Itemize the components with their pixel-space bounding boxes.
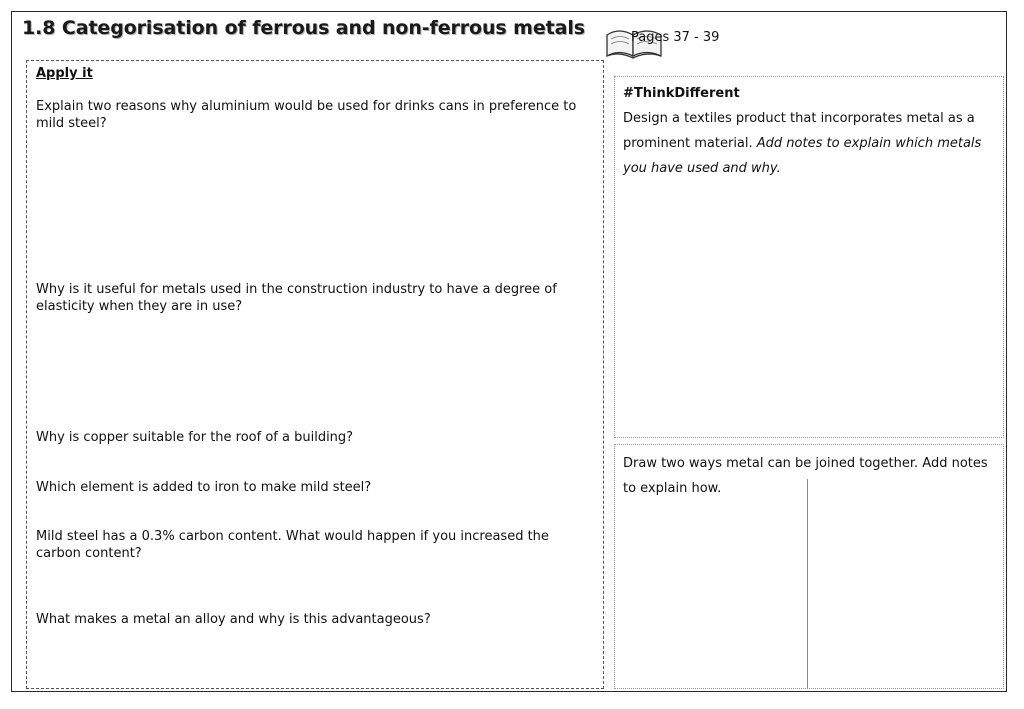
joining-task: Draw two ways metal can be joined together. Add notes to explain how. [623, 456, 988, 496]
question-alloy: What makes a metal an alloy and why is this advantageous? [36, 612, 431, 627]
question-mild-steel-element: Which element is added to iron to make mild steel? [36, 480, 372, 495]
think-different-task [623, 106, 993, 181]
apply-it-heading: Apply it [36, 66, 93, 81]
question-carbon-content: Mild steel has a 0.3% carbon content. What would happen if you increased the carbon content? [36, 529, 549, 561]
question-copper-roof: Why is copper suitable for the roof of a building? [36, 430, 354, 445]
think-different-text: Design a textiles product that incorporates metal as a prominent material. [623, 111, 975, 151]
apply-it-panel [26, 60, 604, 689]
page-title: 1.8 Categorisation of ferrous and non-ferrous metals [22, 17, 585, 39]
question-elasticity: Why is it useful for metals used in the construction industry to have a degree of elasticity when they are in use? [36, 282, 557, 314]
drawing-divider [807, 479, 808, 688]
think-different-notes: Add notes to explain which metals you have used and why. [623, 136, 982, 176]
pages-reference: Pages 37 - 39 [631, 30, 720, 45]
question-aluminium-cans: Explain two reasons why aluminium would be used for drinks cans in preference to mild steel? [36, 99, 577, 131]
think-different-heading: #ThinkDifferent [623, 86, 740, 101]
